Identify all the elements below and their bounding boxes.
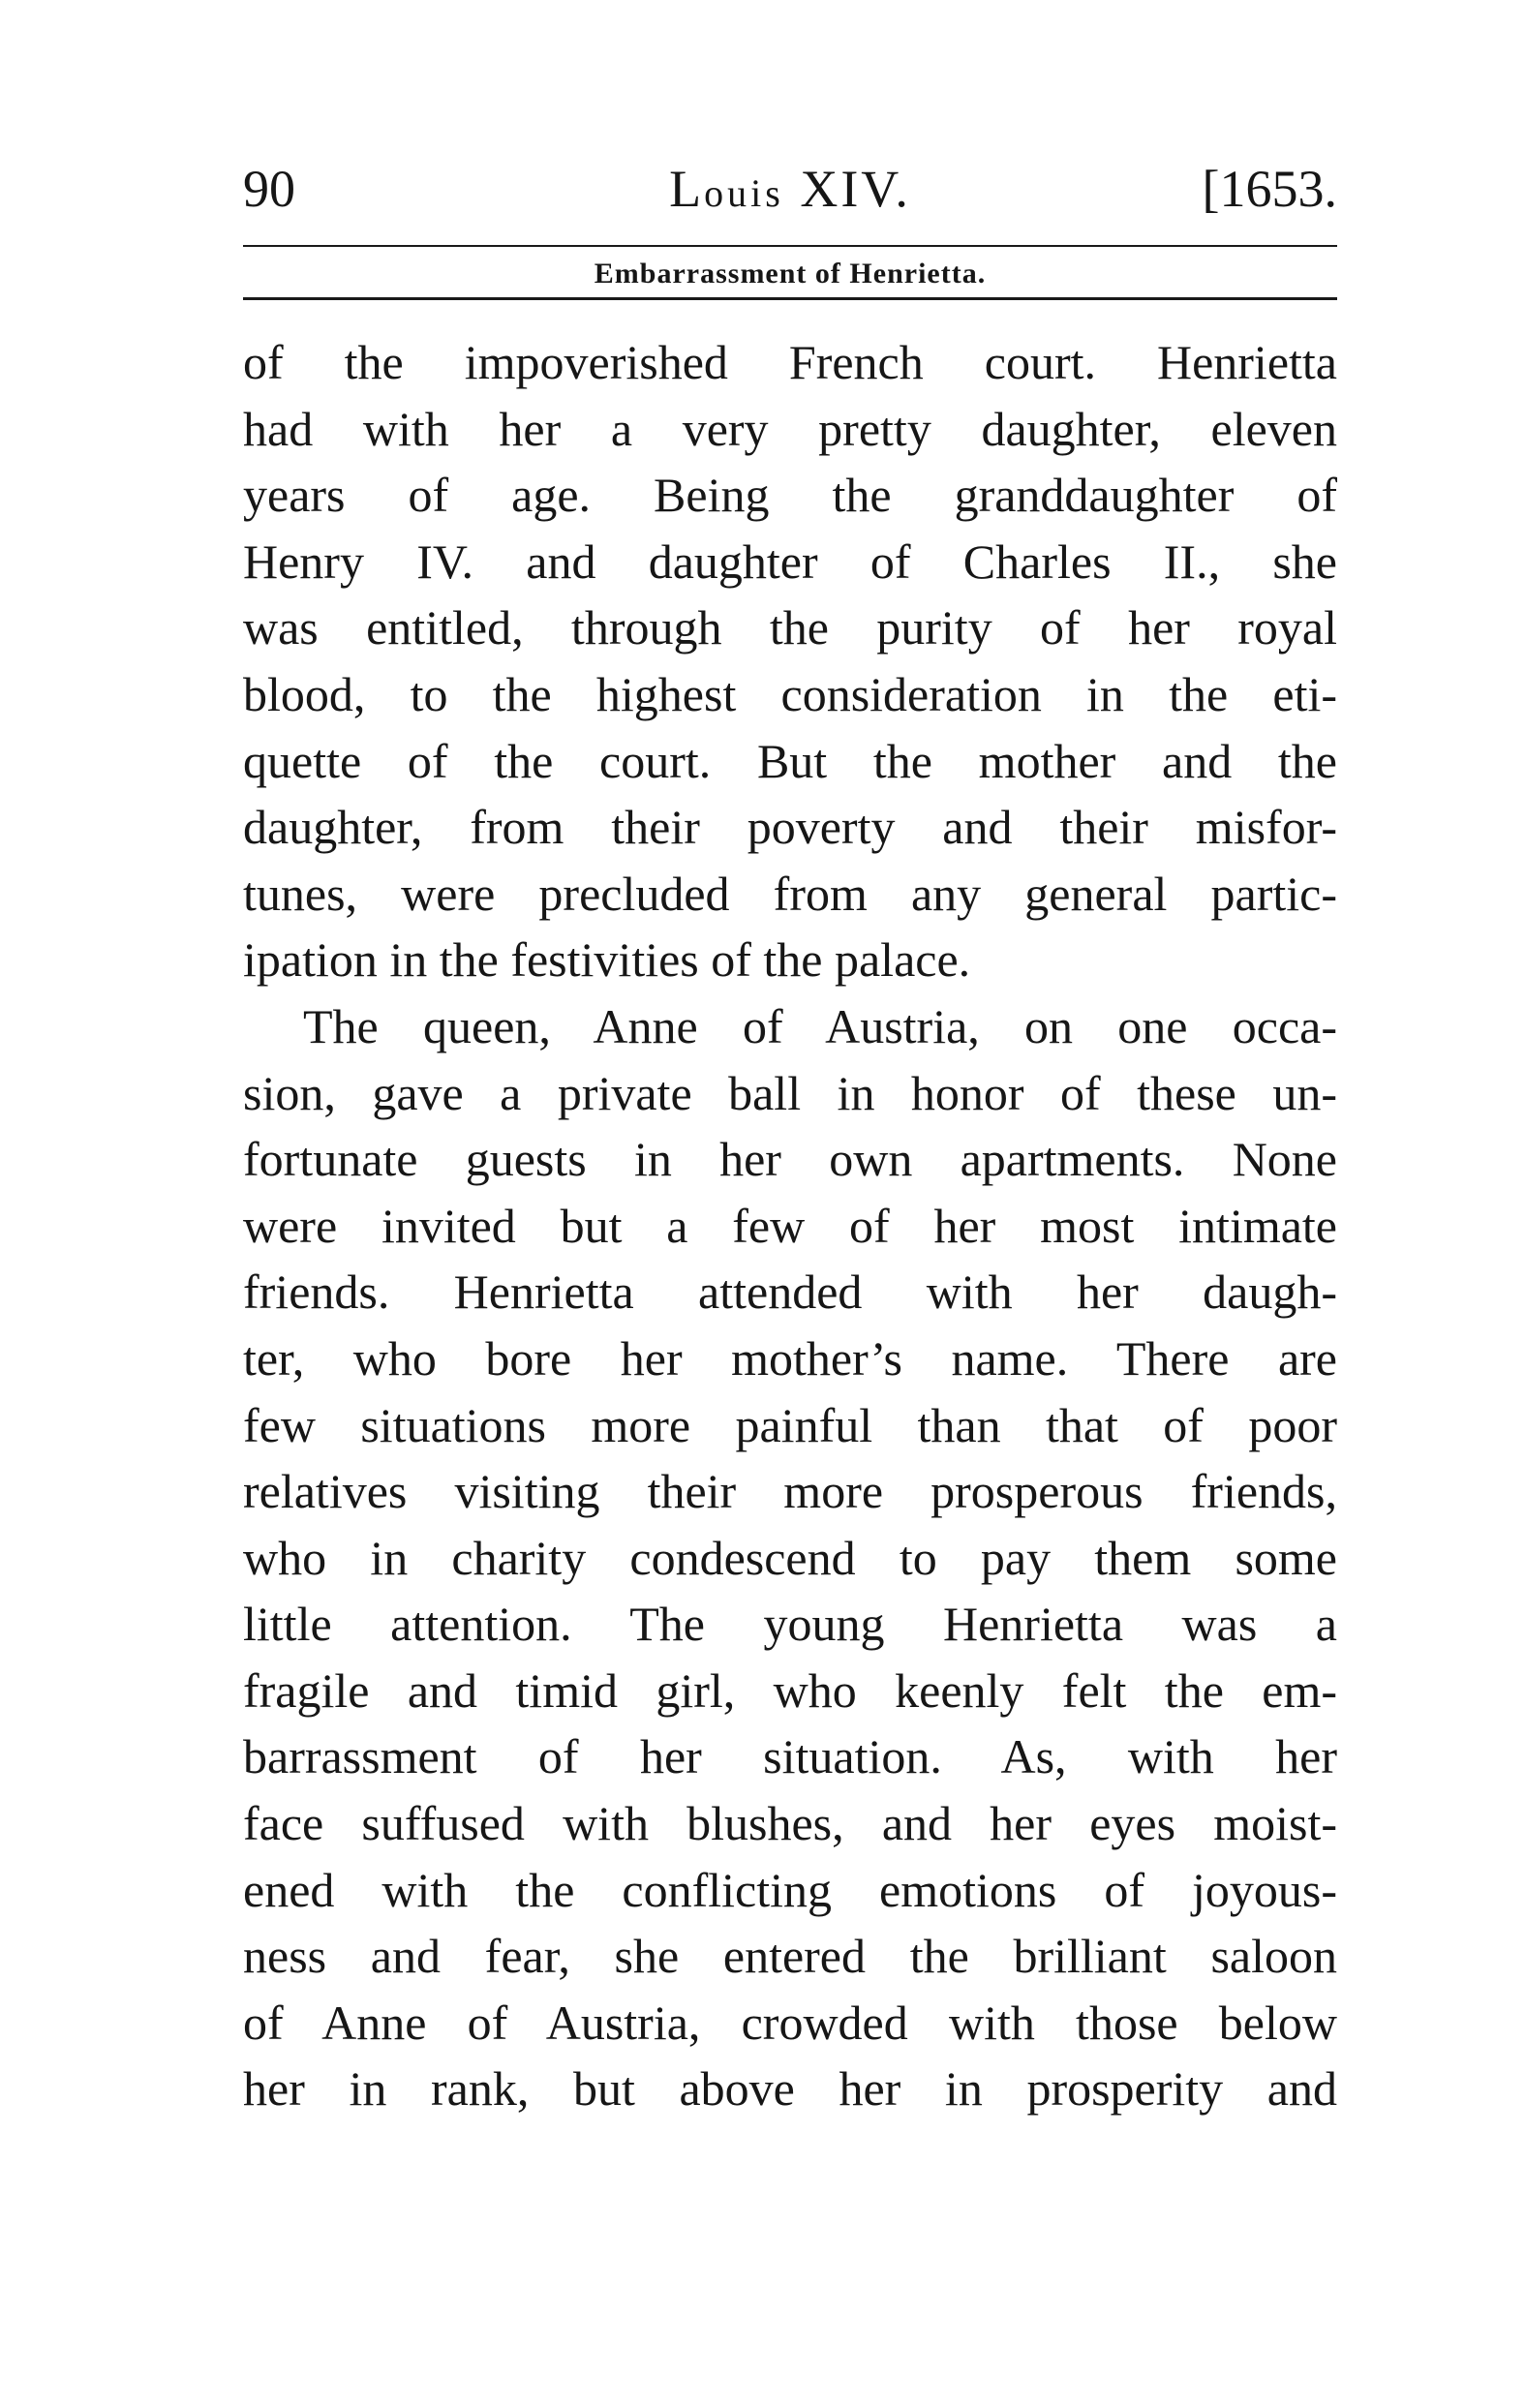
text-line: her in rank, but above her in prosperity and [243,2061,1337,2117]
text-line: sion, gave a private ball in honor of these un- [243,1065,1337,1120]
text-line: quette of the court. But the mother and the [243,733,1337,788]
text-line: fragile and timid girl, who keenly felt the em- [243,1662,1337,1718]
text-line: had with her a very pretty daughter, eleven [243,401,1337,456]
header-rule-bottom [243,297,1337,300]
text-line: relatives visiting their more prosperous friends, [243,1464,1337,1519]
text-line: fortunate guests in her own apartments. None [243,1132,1337,1187]
text-line: barrassment of her situation. As, with her [243,1729,1337,1784]
paragraph [243,329,1337,993]
book-title-numeral: XIV. [800,160,911,218]
text-line: were invited but a few of her most intimate [243,1198,1337,1253]
header-rule-top [243,245,1337,247]
page-number: 90 [243,160,295,218]
text-line: Henry IV. and daughter of Charles II., she [243,533,1337,589]
text-line: of Anne of Austria, crowded with those below [243,1995,1337,2050]
text-line: of the impoverished French court. Henrietta [243,335,1337,389]
text-line: was entitled, through the purity of her royal [243,600,1337,655]
book-title-initial: L [669,160,705,218]
running-head [243,155,1337,223]
text-line: little attention. The young Henrietta was a [243,1597,1337,1652]
text-line: ness and fear, she entered the brilliant saloon [243,1929,1337,1984]
text-line: who in charity condescend to pay them some [243,1530,1337,1585]
text-line: tunes, were precluded from any general partic- [243,866,1337,921]
book-title-small-caps: ouis [704,171,784,215]
body-text [243,329,1337,2122]
text-line: ened with the conflicting emotions of joyous- [243,1862,1337,1917]
year-marker: [1653. [1202,160,1337,218]
text-line: years of age. Being the granddaughter of [243,468,1337,523]
section-subheading: Embarrassment of Henrietta. [594,258,987,290]
text-line: daughter, from their poverty and their misfor- [243,800,1337,855]
book-title [243,155,1337,228]
text-line: blood, to the highest consideration in the eti- [243,666,1337,721]
text-line: face suffused with blushes, and her eyes moist- [243,1796,1337,1851]
paragraph [243,993,1337,2122]
text-line: few situations more painful than that of poor [243,1397,1337,1452]
text-line: ter, who bore her mother’s name. There are [243,1330,1337,1386]
text-line: ipation in the festivities of the palace. [243,932,971,988]
text-line: friends. Henrietta attended with her daugh- [243,1265,1337,1320]
text-line: The queen, Anne of Austria, on one occa- [303,998,1337,1053]
